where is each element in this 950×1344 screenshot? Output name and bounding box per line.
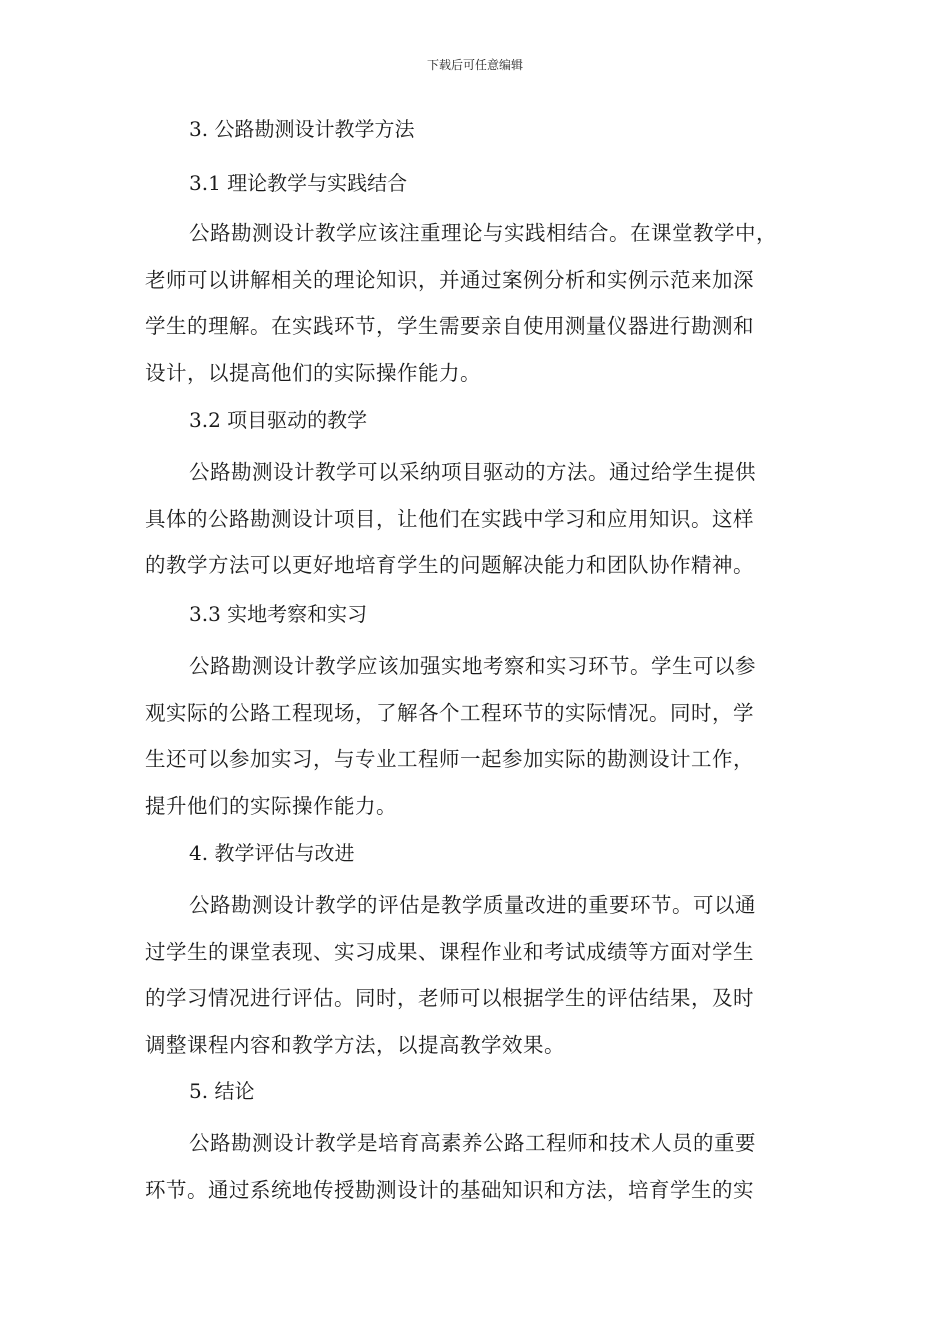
paragraph-line: 公路勘测设计教学应该注重理论与实践相结合。在课堂教学中， — [189, 221, 777, 245]
section-3-1-heading: 3.1 理论教学与实践结合 — [189, 171, 408, 195]
section-3-1-paragraph — [145, 210, 805, 396]
paragraph-line: 提升他们的实际操作能力。 — [145, 793, 397, 818]
section-4-heading: 4. 教学评估与改进 — [189, 841, 355, 865]
section-3-3-heading: 3.3 实地考察和实习 — [189, 602, 368, 626]
paragraph-line: 具体的公路勘测设计项目，让他们在实践中学习和应用知识。这样 — [145, 506, 754, 531]
paragraph-line: 公路勘测设计教学的评估是教学质量改进的重要环节。可以通 — [189, 893, 756, 917]
paragraph-line: 环节。通过系统地传授勘测设计的基础知识和方法，培育学生的实 — [145, 1177, 754, 1202]
section-5-paragraph — [145, 1120, 805, 1213]
section-4-paragraph — [145, 882, 805, 1068]
section-5-heading: 5. 结论 — [189, 1079, 255, 1103]
section-3-heading: 3. 公路勘测设计教学方法 — [189, 117, 415, 141]
paragraph-line: 老师可以讲解相关的理论知识，并通过案例分析和实例示范来加深 — [145, 267, 754, 292]
paragraph-line: 公路勘测设计教学是培育高素养公路工程师和技术人员的重要 — [189, 1131, 756, 1155]
section-3-2-paragraph — [145, 449, 805, 589]
paragraph-line: 过学生的课堂表现、实习成果、课程作业和考试成绩等方面对学生 — [145, 939, 754, 964]
paragraph-line: 的学习情况进行评估。同时，老师可以根据学生的评估结果，及时 — [145, 986, 754, 1011]
paragraph-line: 调整课程内容和教学方法，以提高教学效果。 — [145, 1032, 565, 1057]
section-3-2-heading: 3.2 项目驱动的教学 — [189, 408, 368, 432]
paragraph-line: 学生的理解。在实践环节，学生需要亲自使用测量仪器进行勘测和 — [145, 314, 754, 339]
paragraph-line: 设计，以提高他们的实际操作能力。 — [145, 360, 481, 385]
paragraph-line: 的教学方法可以更好地培育学生的问题解决能力和团队协作精神。 — [145, 553, 754, 578]
paragraph-line: 公路勘测设计教学应该加强实地考察和实习环节。学生可以参 — [189, 654, 756, 678]
paragraph-line: 公路勘测设计教学可以采纳项目驱动的方法。通过给学生提供 — [189, 460, 756, 484]
paragraph-line: 生还可以参加实习，与专业工程师一起参加实际的勘测设计工作， — [145, 747, 754, 772]
section-3-3-paragraph — [145, 643, 805, 829]
paragraph-line: 观实际的公路工程现场，了解各个工程环节的实际情况。同时，学 — [145, 700, 754, 725]
page-header-note: 下载后可任意编辑 — [426, 58, 523, 72]
